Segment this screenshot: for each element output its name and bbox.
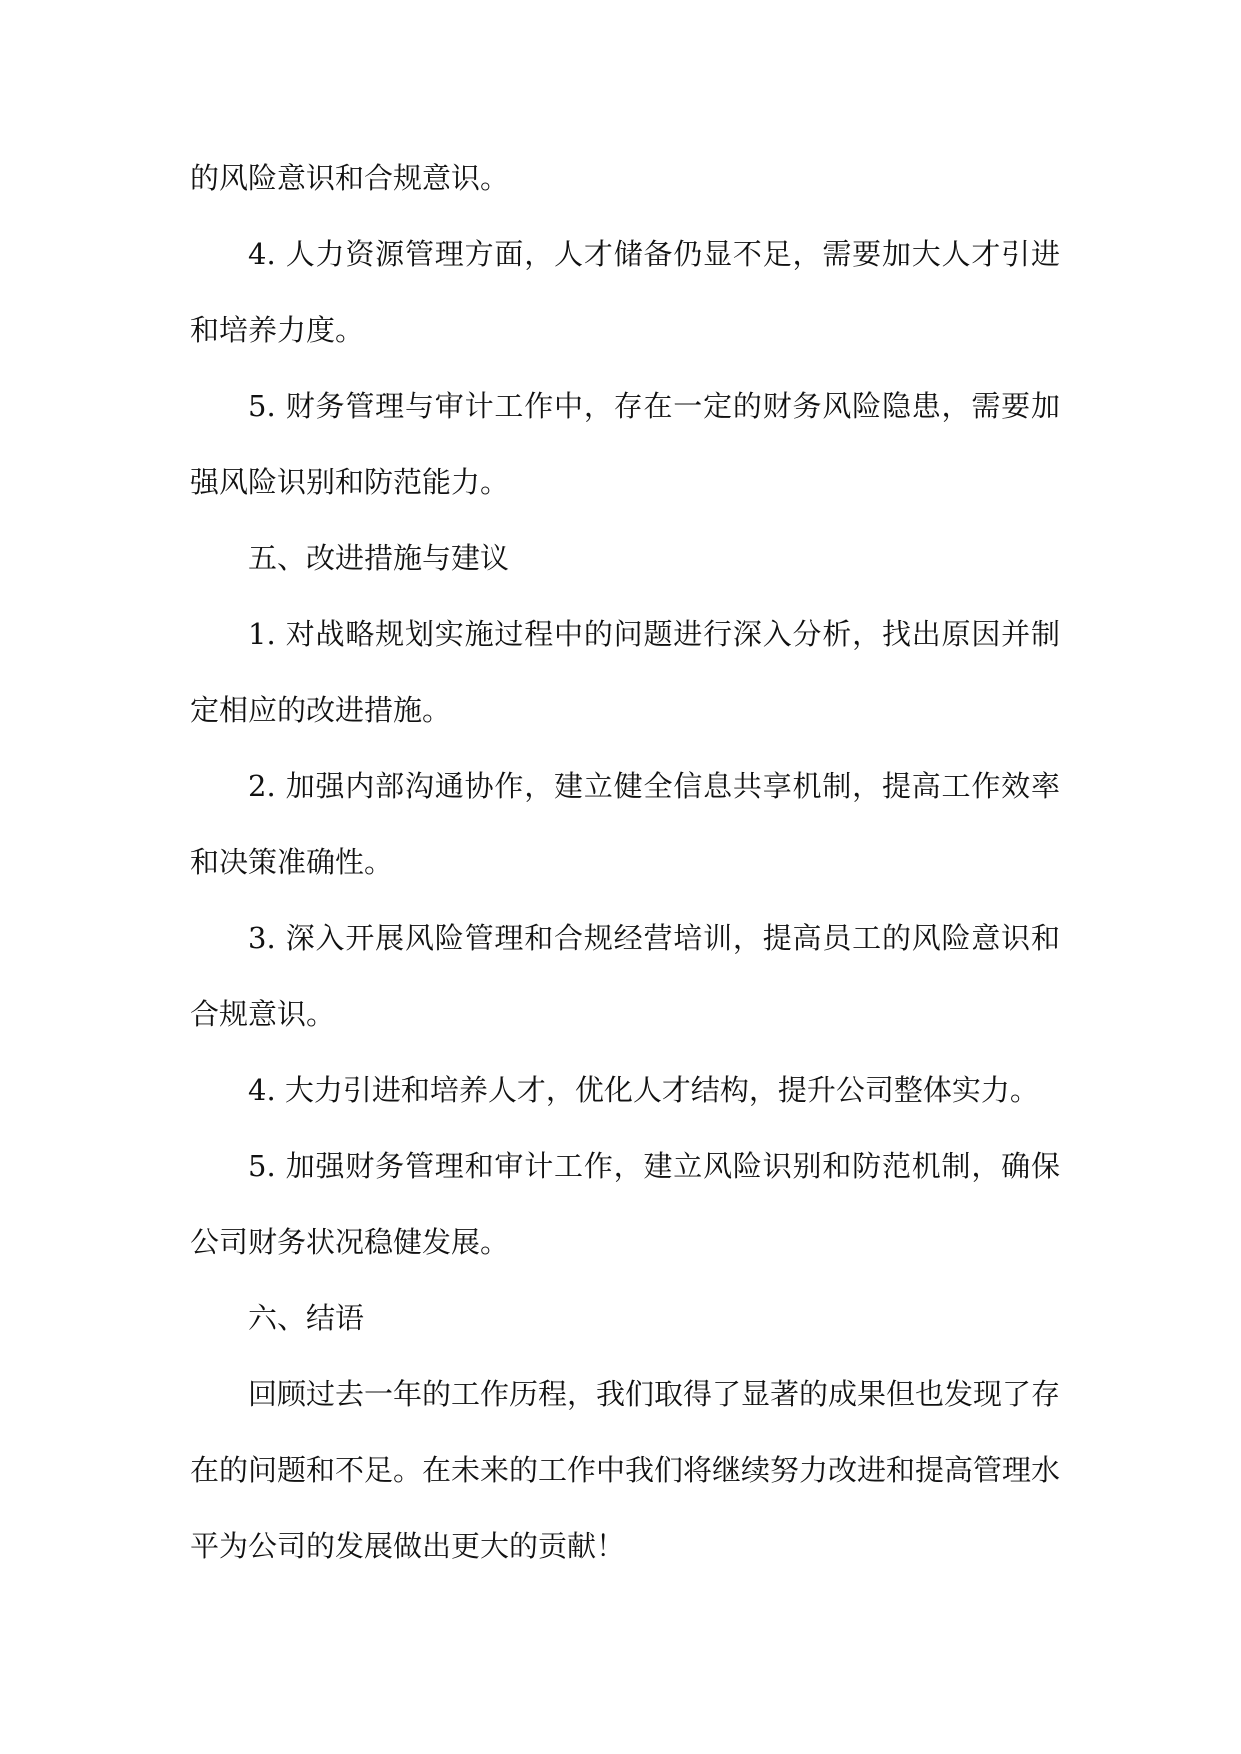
section-heading-conclusion: 六、结语: [248, 1301, 365, 1335]
measure-item-4: 4. 大力引进和培养人才，优化人才结构，提升公司整体实力。: [248, 1073, 1039, 1107]
document-body: [190, 140, 1060, 1584]
problem-item-4: 4. 人力资源管理方面，人才储备仍显不足，需要加大人才引进和培养力度。: [190, 237, 1060, 347]
measure-item-2: 2. 加强内部沟通协作，建立健全信息共享机制，提高工作效率和决策准确性。: [190, 769, 1060, 879]
measure-item-3: 3. 深入开展风险管理和合规经营培训，提高员工的风险意识和合规意识。: [190, 921, 1060, 1031]
measure-item-5: 5. 加强财务管理和审计工作，建立风险识别和防范机制，确保公司财务状况稳健发展。: [190, 1149, 1060, 1259]
section-heading-improvements: 五、改进措施与建议: [248, 541, 510, 575]
problem-item-5: 5. 财务管理与审计工作中，存在一定的财务风险隐患，需要加强风险识别和防范能力。: [190, 389, 1060, 499]
paragraph-continued: 的风险意识和合规意识。: [190, 161, 510, 195]
measure-item-1: 1. 对战略规划实施过程中的问题进行深入分析，找出原因并制定相应的改进措施。: [190, 617, 1060, 727]
conclusion-paragraph: 回顾过去一年的工作历程，我们取得了显著的成果但也发现了存在的问题和不足。在未来的工作中我们将继续努力改进和提高管理水平为公司的发展做出更大的贡献！: [190, 1377, 1061, 1563]
